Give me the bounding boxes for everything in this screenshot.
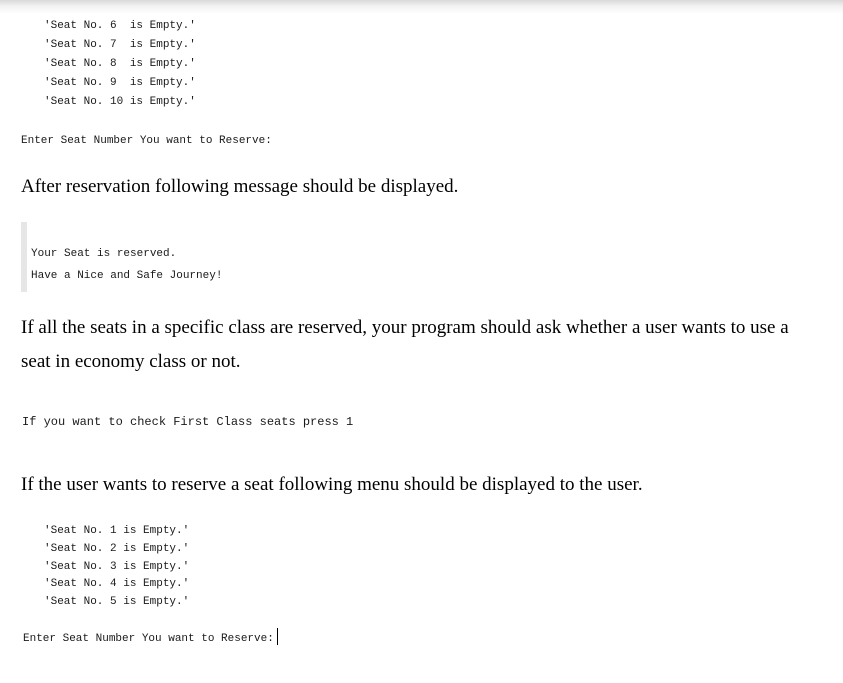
paragraph-after-reservation: After reservation following message should be displayed. — [21, 176, 459, 197]
message-line: Your Seat is reserved. — [31, 248, 177, 260]
seat-line: 'Seat No. 7 is Empty.' — [44, 39, 196, 51]
seat-number-prompt-active[interactable] — [23, 628, 278, 649]
reservation-message — [31, 243, 222, 287]
paragraph-menu: If the user wants to reserve a seat following menu should be displayed to the user. — [21, 474, 643, 495]
seat-line: 'Seat No. 3 is Empty.' — [44, 560, 190, 573]
seat-line: 'Seat No. 2 is Empty.' — [44, 542, 190, 555]
seat-line: 'Seat No. 10 is Empty.' — [44, 96, 196, 108]
reservation-message-box — [21, 222, 327, 292]
seat-line: 'Seat No. 6 is Empty.' — [44, 20, 196, 32]
seat-line: 'Seat No. 8 is Empty.' — [44, 58, 196, 70]
check-first-class-line: If you want to check First Class seats press 1 — [22, 415, 354, 429]
text-cursor — [277, 628, 278, 645]
seat-line: 'Seat No. 4 is Empty.' — [44, 578, 190, 591]
message-line: Have a Nice and Safe Journey! — [31, 270, 223, 282]
top-edge-shadow — [0, 0, 843, 14]
seat-line: 'Seat No. 5 is Empty.' — [44, 596, 190, 609]
seat-line: 'Seat No. 1 is Empty.' — [44, 525, 190, 537]
seat-number-prompt: Enter Seat Number You want to Reserve: — [21, 135, 272, 147]
seat-list-bottom — [44, 523, 189, 612]
seat-line: 'Seat No. 9 is Empty.' — [44, 77, 196, 89]
paragraph-all-reserved: If all the seats in a specific class are reserved, your program should ask whether a user wants to use a seat in economy class or not. — [21, 317, 789, 372]
prompt-text: Enter Seat Number You want to Reserve: — [23, 633, 274, 645]
seat-list-top — [44, 17, 196, 112]
